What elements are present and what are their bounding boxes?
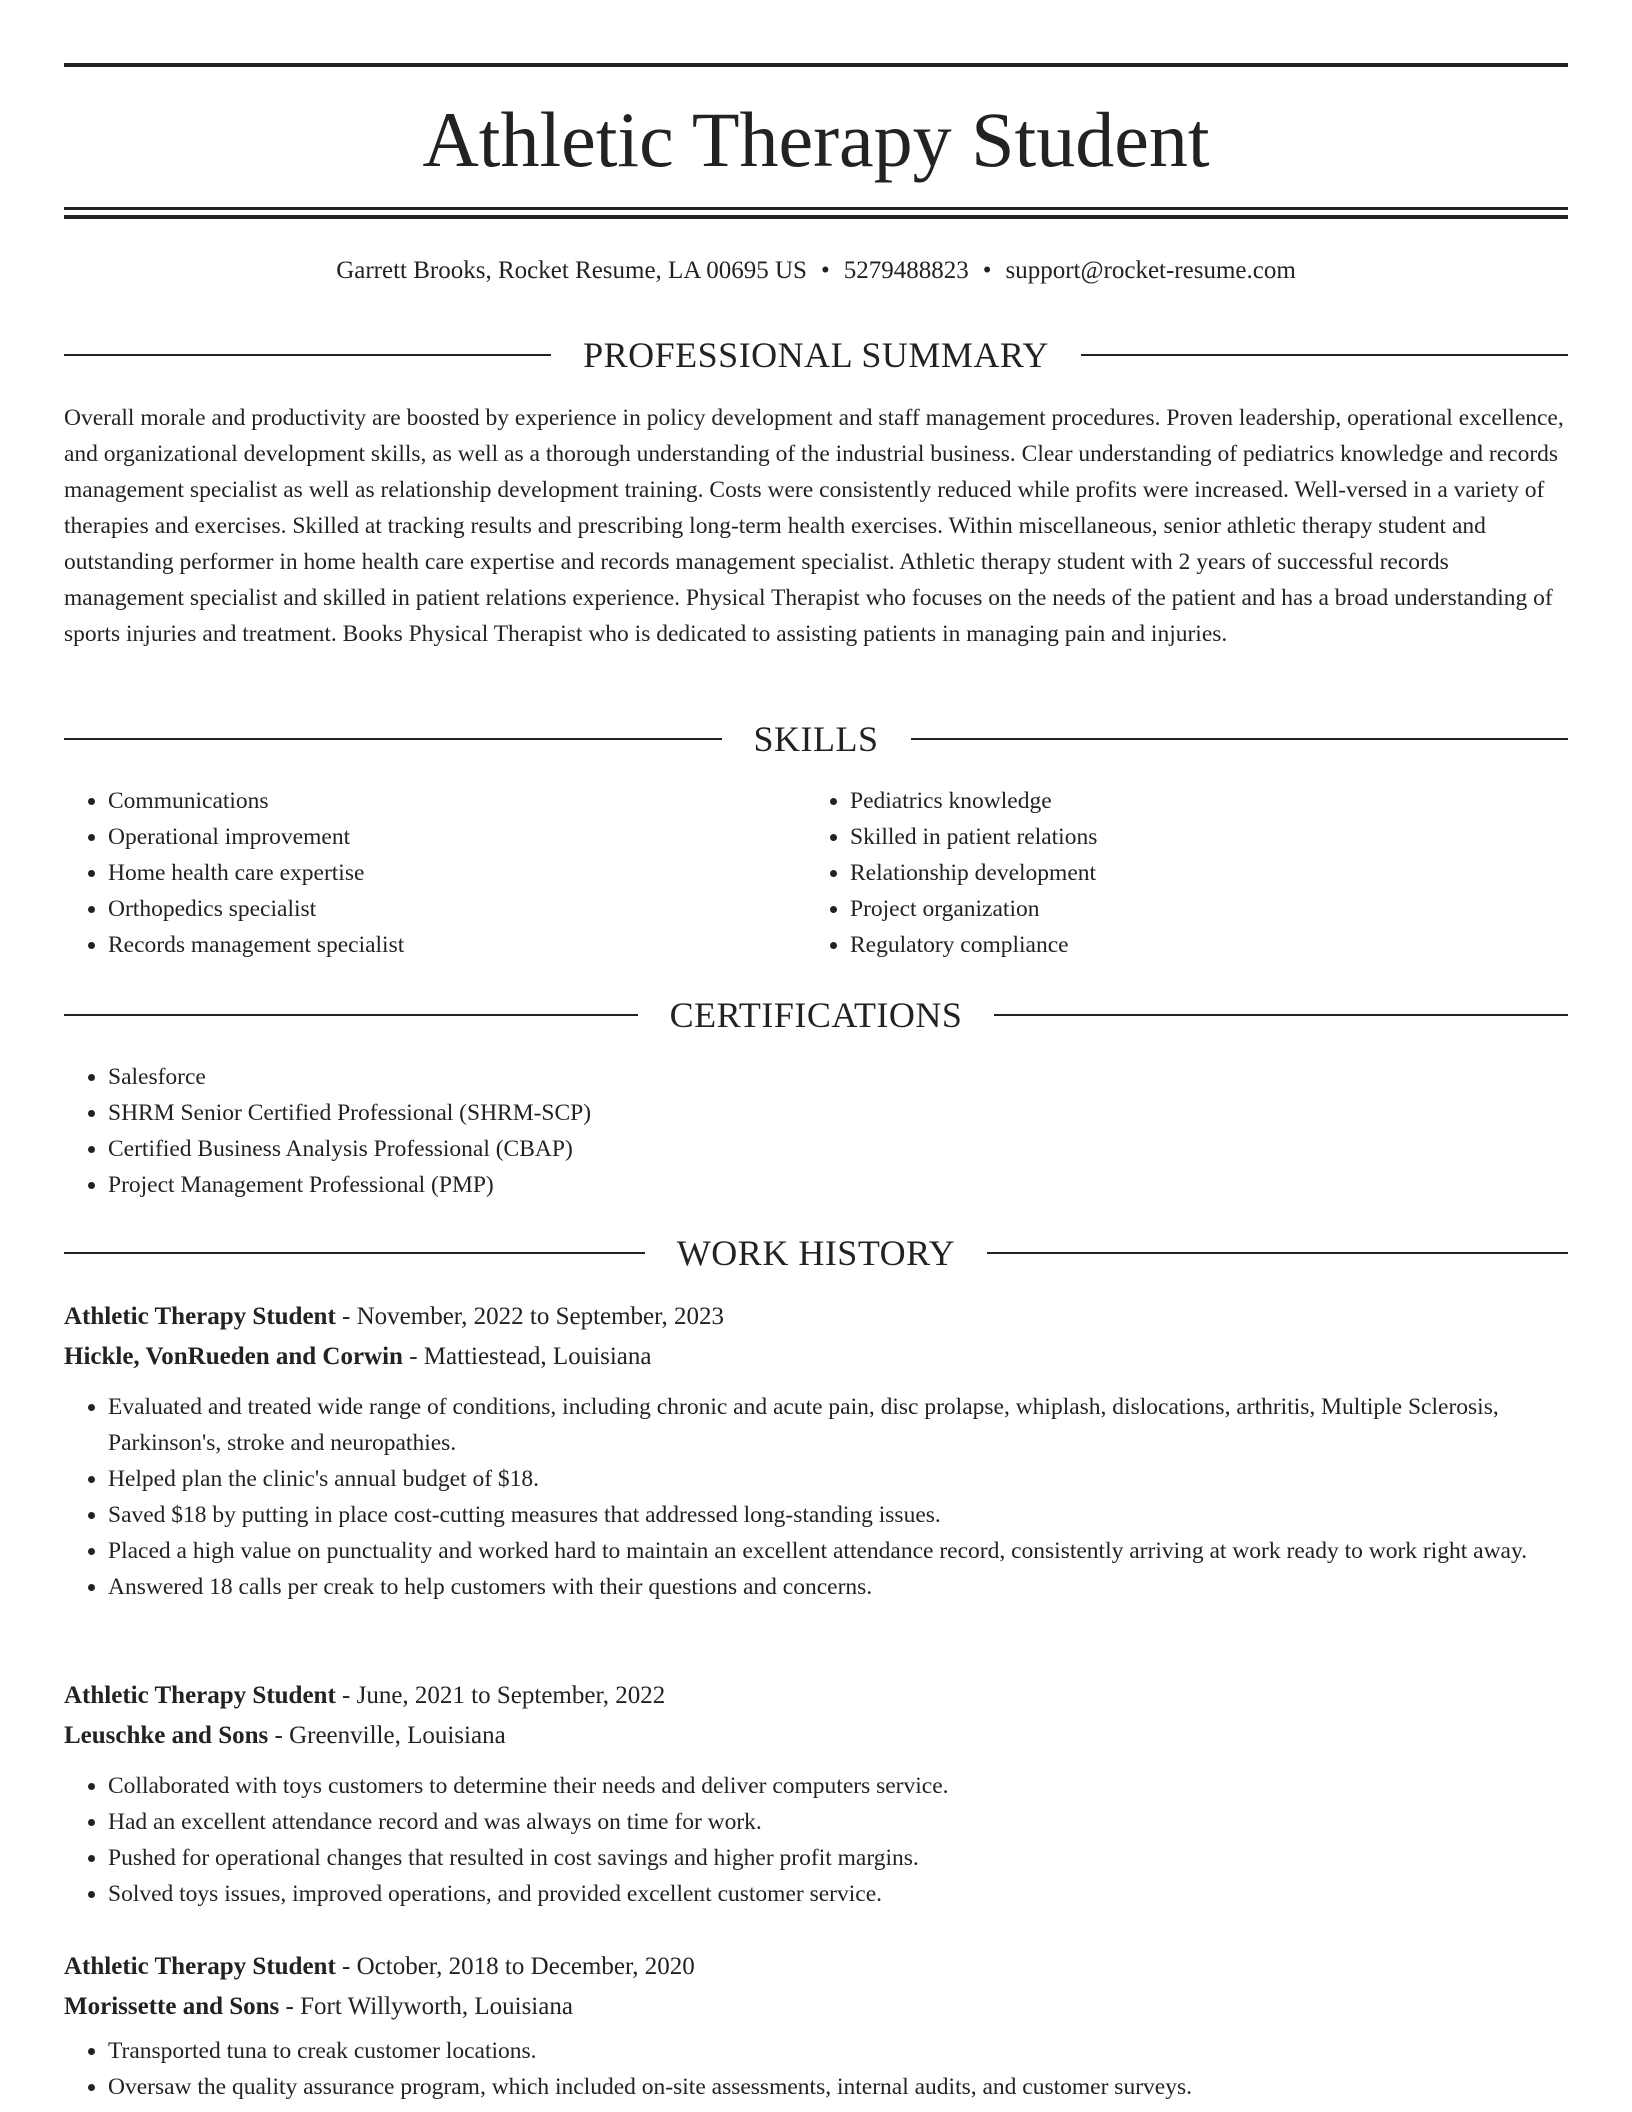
certification-item: • Project Management Professional (PMP)	[108, 1167, 1568, 1203]
section-heading-certifications	[64, 993, 1568, 1037]
job-company-line	[64, 1337, 1568, 1377]
job-location: - Fort Willyworth, Louisiana	[279, 1993, 573, 2020]
job-bullet: • Collaborated with toys customers to determine their needs and deliver computers service.	[108, 1768, 1568, 1804]
job-entry	[64, 1676, 1568, 1912]
contact-address: Garrett Brooks, Rocket Resume, LA 00695 US	[336, 257, 807, 284]
job-bullet: • Placed a high value on punctuality and worked hard to maintain an excellent attendance record, consistently arriving at work ready to work right away.	[108, 1533, 1568, 1569]
contact-separator: •	[982, 257, 992, 284]
heading-rule	[64, 738, 722, 740]
job-company: Leuschke and Sons	[64, 1722, 269, 1749]
certification-item: • Certified Business Analysis Professional (CBAP)	[108, 1131, 1568, 1167]
heading-rule	[64, 1252, 645, 1254]
job-bullet: • Saved $18 by putting in place cost-cutting measures that addressed long-standing issues.	[108, 1497, 1568, 1533]
skill-item: • Skilled in patient relations	[850, 819, 1546, 855]
job-location: - Mattiestead, Louisiana	[402, 1343, 652, 1370]
contact-line	[64, 254, 1568, 288]
job-company-line	[64, 1716, 1568, 1756]
skill-item: • Regulatory compliance	[850, 927, 1546, 963]
job-company-line	[64, 1987, 1568, 2027]
section-title: CERTIFICATIONS	[669, 995, 963, 1035]
section-heading-summary	[64, 333, 1568, 377]
summary-text: Overall morale and productivity are boosted by experience in policy development and staff management procedures. Proven leadership, operational excellence, and organizational development skills, as well as a thorough understanding of the industrial business. Clear understanding of pediatrics knowledge and records management specialist as well as relationship development training. Costs were consistently reduced while profits were increased. Well-versed in a variety of therapies and exercises. Skilled at tracking results and prescribing long-term health exercises. Within miscellaneous, senior athletic therapy student and outstanding performer in home health care expertise and records management specialist. Athletic therapy student with 2 years of successful records management specialist and skilled in patient relations experience. Physical Therapist who focuses on the needs of the patient and has a broad understanding of sports injuries and treatment. Books Physical Therapist who is dedicated to assisting patients in managing pain and injuries.	[64, 405, 1564, 647]
job-dates: - November, 2022 to September, 2023	[335, 1303, 724, 1330]
contact-email: support@rocket-resume.com	[1005, 257, 1296, 284]
job-title-line	[64, 1297, 1568, 1337]
section-heading-work-history	[64, 1231, 1568, 1275]
skill-item: • Orthopedics specialist	[108, 891, 804, 927]
job-bullet: • Pushed for operational changes that resulted in cost savings and higher profit margins.	[108, 1840, 1568, 1876]
certifications-list	[64, 1059, 1568, 1203]
job-dates: - October, 2018 to December, 2020	[335, 1953, 695, 1980]
job-role: Athletic Therapy Student	[64, 1953, 336, 1980]
heading-rule	[64, 354, 551, 356]
skills-column-left	[64, 783, 804, 963]
job-role: Athletic Therapy Student	[64, 1682, 336, 1709]
top-rule	[64, 63, 1568, 67]
job-entry	[64, 1947, 1568, 2105]
job-bullet: • Helped plan the clinic's annual budget of $18.	[108, 1461, 1568, 1497]
certification-item: • SHRM Senior Certified Professional (SHRM-SCP)	[108, 1095, 1568, 1131]
section-title: WORK HISTORY	[676, 1233, 956, 1273]
title-double-rule	[64, 207, 1568, 219]
heading-rule	[911, 738, 1569, 740]
certification-item: • Salesforce	[108, 1059, 1568, 1095]
skill-item: • Home health care expertise	[108, 855, 804, 891]
job-bullet: • Had an excellent attendance record and was always on time for work.	[108, 1804, 1568, 1840]
resume-title: Athletic Therapy Student	[422, 96, 1210, 183]
job-company: Morissette and Sons	[64, 1993, 280, 2020]
section-heading-skills	[64, 717, 1568, 761]
job-title-line	[64, 1947, 1568, 1987]
section-title: SKILLS	[753, 719, 879, 759]
skill-item: • Pediatrics knowledge	[850, 783, 1546, 819]
job-bullet: • Evaluated and treated wide range of conditions, including chronic and acute pain, disc prolapse, whiplash, dislocations, arthritis, Multiple Sclerosis, Parkinson's, stroke and neuropathies.	[108, 1389, 1568, 1461]
contact-separator: •	[820, 257, 830, 284]
job-title-line	[64, 1676, 1568, 1716]
job-bullet: • Answered 18 calls per creak to help customers with their questions and concerns.	[108, 1569, 1568, 1605]
heading-rule	[987, 1252, 1568, 1254]
job-bullet: • Transported tuna to creak customer locations.	[108, 2033, 1568, 2069]
section-title: PROFESSIONAL SUMMARY	[583, 335, 1049, 375]
skill-item: • Communications	[108, 783, 804, 819]
heading-rule	[1081, 354, 1568, 356]
job-dates: - June, 2021 to September, 2022	[335, 1682, 666, 1709]
heading-rule	[994, 1014, 1568, 1016]
skill-item: • Relationship development	[850, 855, 1546, 891]
heading-rule	[64, 1014, 638, 1016]
contact-phone: 5279488823	[843, 257, 969, 284]
job-company: Hickle, VonRueden and Corwin	[64, 1343, 403, 1370]
job-location: - Greenville, Louisiana	[268, 1722, 506, 1749]
skill-item: • Project organization	[850, 891, 1546, 927]
job-bullet: • Oversaw the quality assurance program, which included on-site assessments, internal audits, and customer surveys.	[108, 2069, 1568, 2105]
job-bullet: • Solved toys issues, improved operations, and provided excellent customer service.	[108, 1876, 1568, 1912]
skill-item: • Operational improvement	[108, 819, 804, 855]
job-entry	[64, 1297, 1568, 1605]
skill-item: • Records management specialist	[108, 927, 804, 963]
job-role: Athletic Therapy Student	[64, 1303, 336, 1330]
skills-column-right	[806, 783, 1546, 963]
